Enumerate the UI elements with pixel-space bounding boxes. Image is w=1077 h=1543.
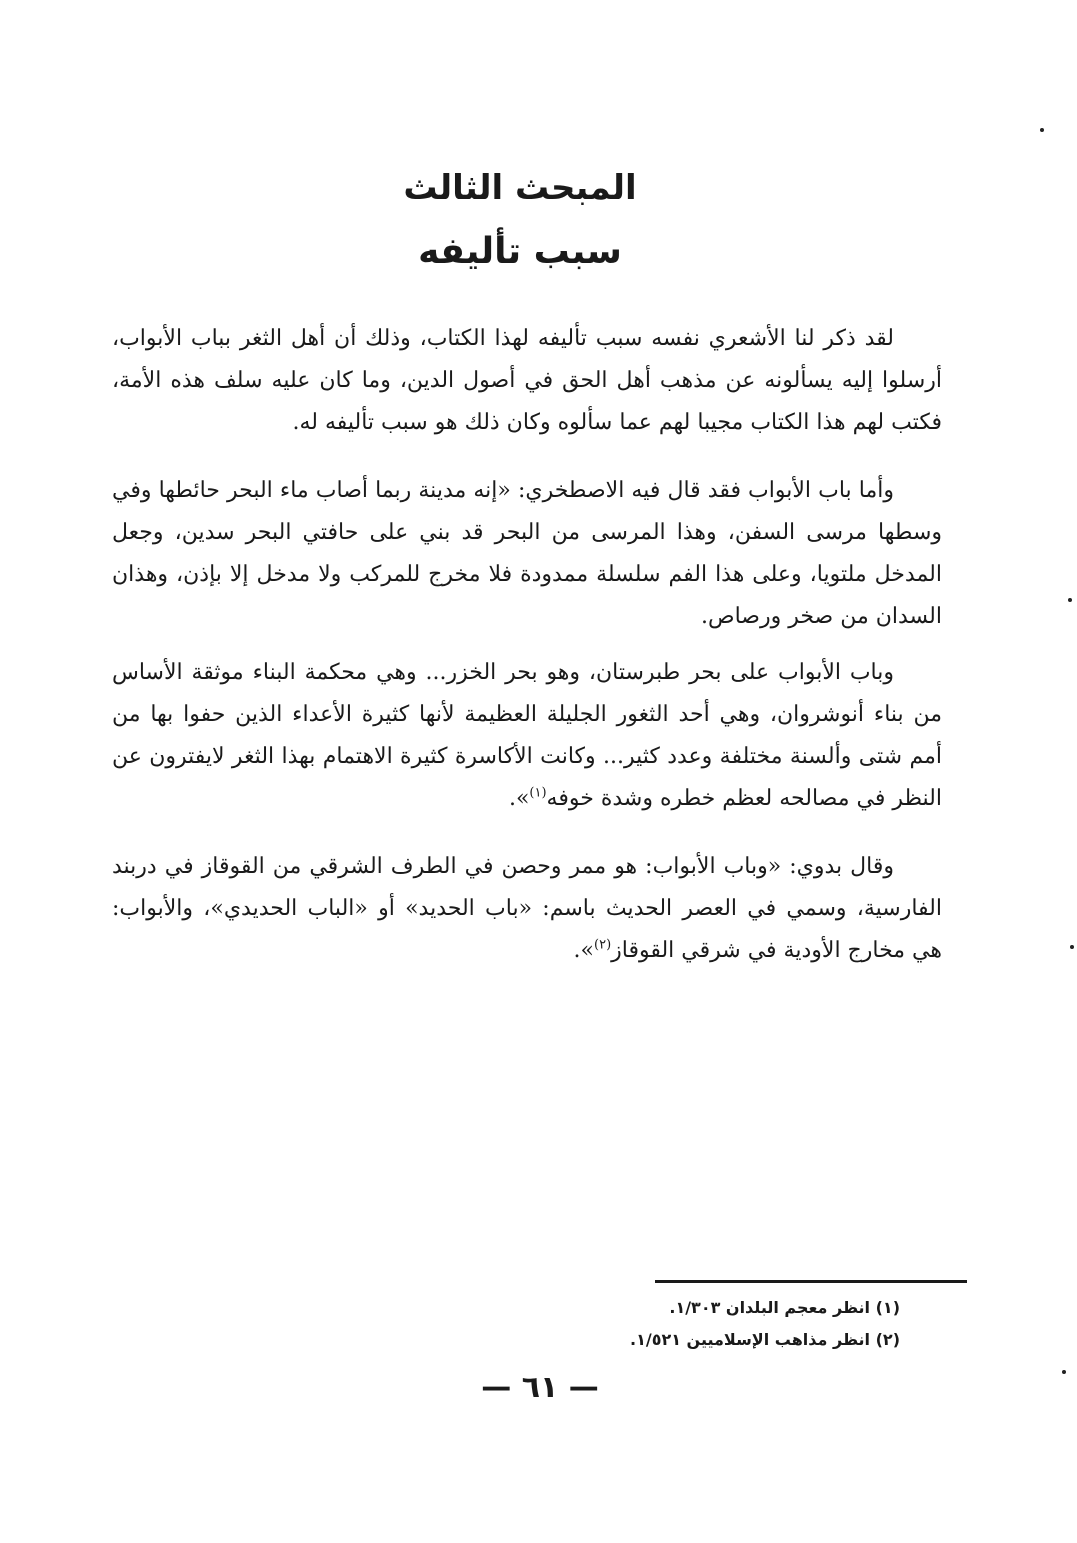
body-text — [112, 318, 942, 986]
paragraph-text: وقال بدوي: «وباب الأبواب: هو ممر وحصن في الطرف الشرقي من القوقاز في دربند الفارسية، وسمي في العصر الحديث باسم: «باب الحديد» أو «الباب الحديدي»، والأبواب: هي مخارج الأودية في شرقي القوقاز — [112, 854, 942, 963]
footnote-ref-2[interactable]: (٢) — [594, 937, 612, 953]
scan-speck — [1062, 1370, 1066, 1374]
footnote-ref-1[interactable]: (١) — [529, 785, 547, 801]
scan-speck — [1070, 945, 1074, 949]
paragraph-3 — [112, 652, 942, 820]
paragraph-2 — [112, 470, 942, 638]
page-number: — ٦١ — — [481, 1370, 599, 1405]
chapter-title: المبحث الثالث — [403, 168, 637, 208]
chapter-subtitle: سبب تأليفه — [418, 231, 622, 272]
paragraph-text: لقد ذكر لنا الأشعري نفسه سبب تأليفه لهذا الكتاب، وذلك أن أهل الثغر بباب الأبواب، أرسلوا إليه يسألونه عن مذهب أهل الحق في أصول الدين، وما كان عليه سلف هذه الأمة، فكتب لهم هذا الكتاب مجيبا لهم عما سألوه وكان ذلك هو سبب تأليفه له. — [112, 326, 942, 435]
footnote-divider — [655, 1280, 967, 1283]
footnote-2: (٢) انظر مذاهب الإسلاميين ١/٥٢١. — [630, 1330, 900, 1349]
scan-speck — [1040, 128, 1044, 132]
footnote-1: (١) انظر معجم البلدان ١/٣٠٣. — [669, 1298, 900, 1317]
footnotes — [580, 1292, 900, 1356]
paragraph-1 — [112, 318, 942, 444]
paragraph-text: وأما باب الأبواب فقد قال فيه الاصطخري: «إنه مدينة ربما أصاب ماء البحر حائطها وفي وسطها مرسى السفن، وهذا المرسى من البحر قد بني على حافتي البحر سدين، وجعل المدخل ملتويا، وعلى هذا الفم سلسلة ممدودة فلا مخرج للمركب ولا مدخل إلا بإذن، وهذان السدان من صخر ورصاص. — [112, 478, 942, 629]
paragraph-4 — [112, 846, 942, 972]
paragraph-text: وباب الأبواب على بحر طبرستان، وهو بحر الخزر... وهي محكمة البناء موثقة الأساس من بناء أنوشروان، وهي أحد الثغور الجليلة العظيمة لأنها كثيرة الأعداء الذين حفوا بها من أمم شتى وألسنة مختلفة وعدد كثير... وكانت الأكاسرة كثيرة الاهتمام بهذا الثغر لايفترون عن النظر في مصالحه لعظم خطره وشدة خوفه — [112, 660, 942, 811]
quote-end: ». — [508, 786, 530, 811]
quote-end: ». — [573, 938, 594, 963]
scan-speck — [1068, 598, 1072, 602]
